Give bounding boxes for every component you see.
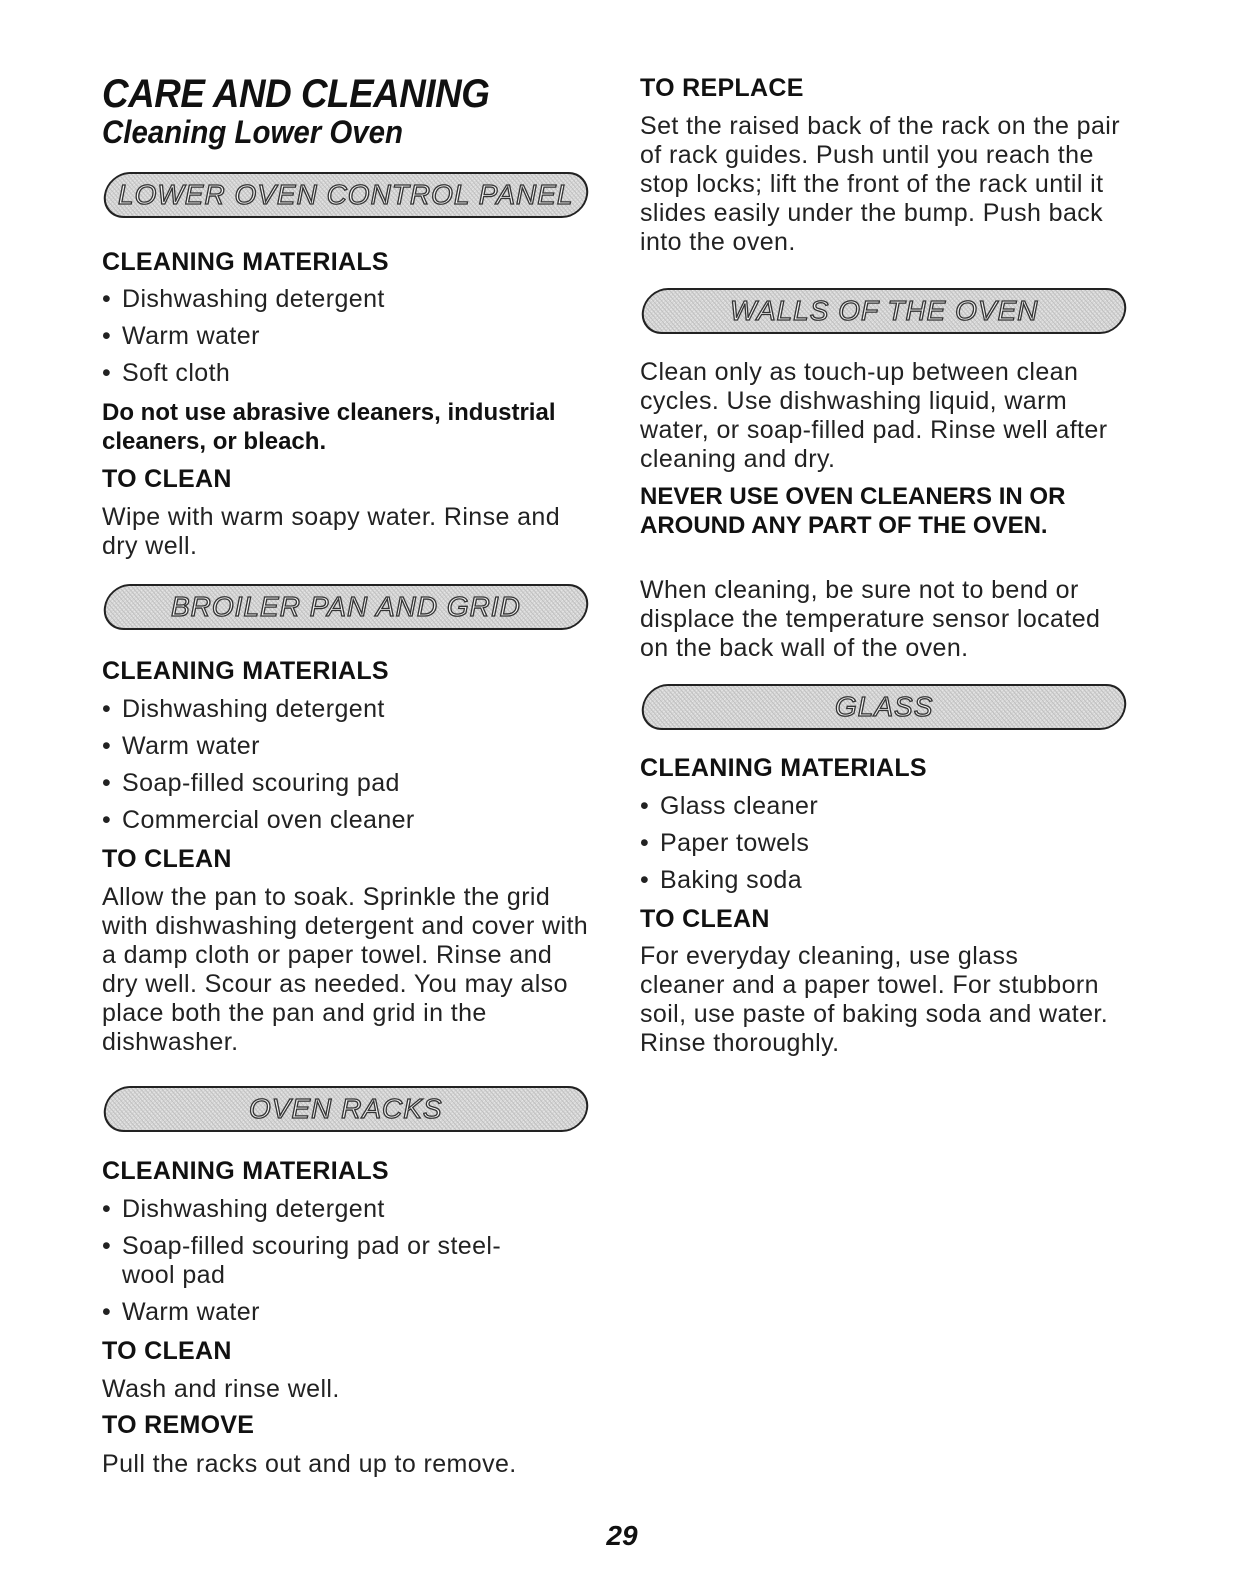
list-item: • Commercial oven cleaner xyxy=(102,806,582,835)
to-clean-text: For everyday cleaning, use glass cleaner and a paper towel. For stubborn soil, use paste of baking soda and water. Rinse thoroughly. xyxy=(640,942,1109,1057)
list-item: • Dishwashing detergent xyxy=(102,1195,502,1224)
page-number: 29 xyxy=(606,1520,638,1551)
to-clean-text: Wash and rinse well. xyxy=(102,1375,340,1403)
banner-label: BROILER PAN AND GRID xyxy=(171,591,521,622)
section-banner-control-panel xyxy=(101,172,591,218)
list-item: • Paper towels xyxy=(640,829,1120,858)
list-item: • Soap-filled scouring pad or steel-wool pad xyxy=(102,1232,502,1290)
walls-text: Clean only as touch-up between clean cycles. Use dishwashing liquid, warm water, or soap-filled pad. Rinse well after cleaning and dry. xyxy=(640,358,1108,473)
materials-list xyxy=(640,792,1120,903)
list-item: • Soap-filled scouring pad xyxy=(102,769,582,798)
list-item: • Dishwashing detergent xyxy=(102,285,582,314)
list-item: • Glass cleaner xyxy=(640,792,1120,821)
banner-label: GLASS xyxy=(834,691,934,722)
materials-heading: CLEANING MATERIALS xyxy=(102,657,389,685)
banner-label: WALLS OF THE OVEN xyxy=(729,295,1039,326)
list-item: • Dishwashing detergent xyxy=(102,695,582,724)
list-item: • Soft cloth xyxy=(102,359,582,388)
to-clean-text: Allow the pan to soak. Sprinkle the grid with dishwashing detergent and cover with a damp cloth or paper towel. Rinse and dry well. Scour as needed. You may also place both the pan and grid in the dishwasher. xyxy=(102,883,589,1056)
materials-list xyxy=(102,285,582,396)
list-item: • Baking soda xyxy=(640,866,1120,895)
list-item: • Warm water xyxy=(102,322,582,351)
page-subtitle: Cleaning Lower Oven xyxy=(102,114,403,150)
section-banner-broiler xyxy=(101,584,591,630)
to-clean-heading: TO CLEAN xyxy=(102,1337,232,1365)
to-remove-heading: TO REMOVE xyxy=(102,1411,255,1439)
section-banner-glass xyxy=(639,684,1129,730)
materials-list xyxy=(102,695,582,843)
banner-label: OVEN RACKS xyxy=(249,1093,443,1124)
walls-note: When cleaning, be sure not to bend or displace the temperature sensor located on the back wall of the oven. xyxy=(640,576,1101,662)
to-clean-heading: TO CLEAN xyxy=(640,905,770,933)
materials-heading: CLEANING MATERIALS xyxy=(640,754,927,782)
to-remove-text: Pull the racks out and up to remove. xyxy=(102,1450,517,1478)
warning-text: NEVER USE OVEN CLEANERS IN OR AROUND ANY PART OF THE OVEN. xyxy=(640,483,1066,539)
banner-label: LOWER OVEN CONTROL PANEL xyxy=(118,179,574,210)
to-clean-heading: TO CLEAN xyxy=(102,845,232,873)
page-title: CARE AND CLEANING xyxy=(102,72,490,116)
section-banner-walls xyxy=(639,288,1129,334)
list-item: • Warm water xyxy=(102,732,582,761)
list-item: • Warm water xyxy=(102,1298,502,1327)
materials-heading: CLEANING MATERIALS xyxy=(102,248,389,276)
to-clean-text: Wipe with warm soapy water. Rinse and dry well. xyxy=(102,503,561,560)
to-replace-text: Set the raised back of the rack on the pair of rack guides. Push until you reach the stop locks; lift the front of the rack until it slides easily under the bump. Push back into the oven. xyxy=(640,112,1120,256)
to-replace-heading: TO REPLACE xyxy=(640,74,804,102)
materials-list xyxy=(102,1195,502,1335)
to-clean-heading: TO CLEAN xyxy=(102,465,232,493)
materials-heading: CLEANING MATERIALS xyxy=(102,1157,389,1185)
warning-text: Do not use abrasive cleaners, industrial cleaners, or bleach. xyxy=(102,399,556,455)
section-banner-oven-racks xyxy=(101,1086,591,1132)
